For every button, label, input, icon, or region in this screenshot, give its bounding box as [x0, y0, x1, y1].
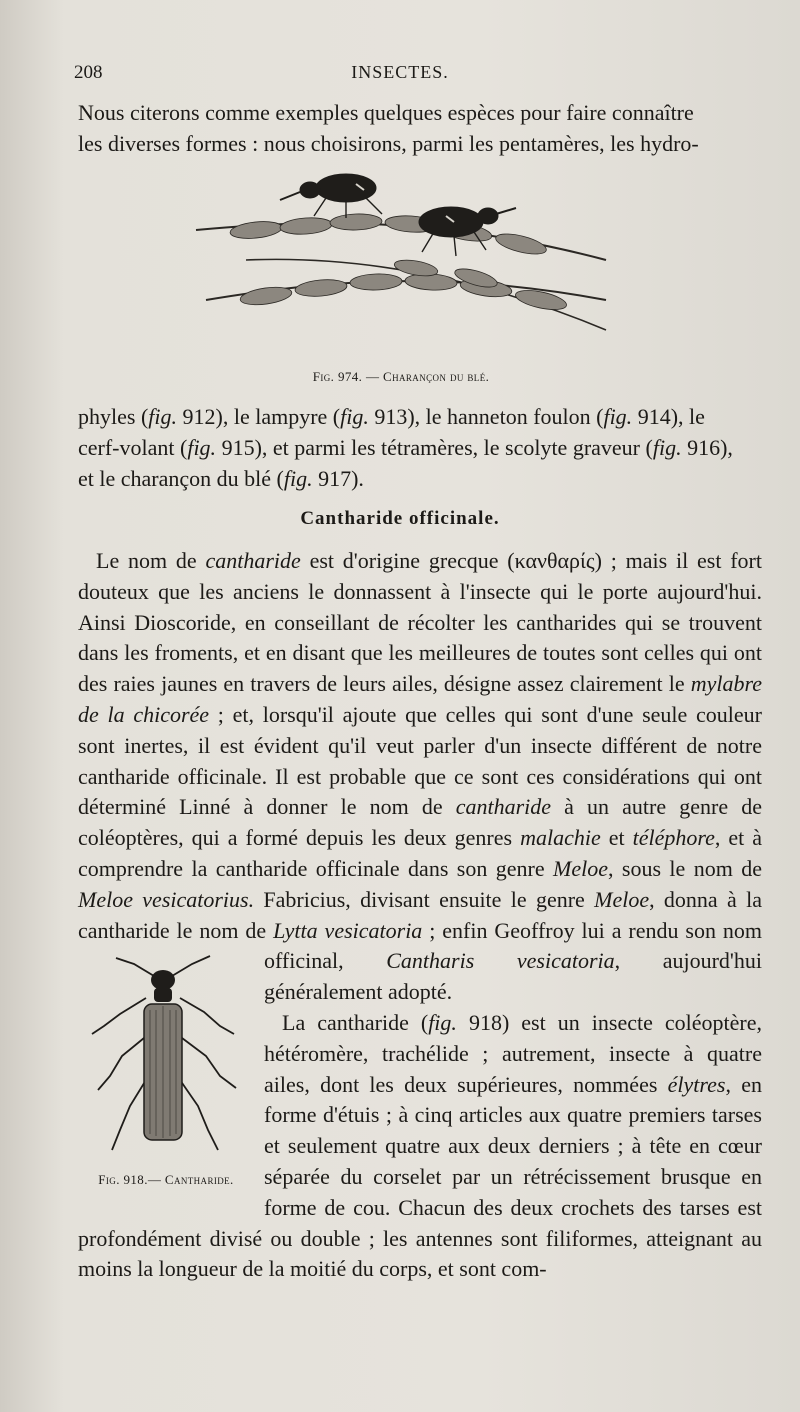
continuation-line-3: et le charançon du blé (fig. 917).: [78, 465, 364, 491]
continuation-paragraph: [78, 402, 762, 494]
continuation-line-2: cerf-volant (fig. 915), et parmi les tétramères, le scolyte graveur (fig. 916),: [78, 434, 733, 460]
figure-974-caption: Fig. 974. — Charançon du blé.: [312, 369, 490, 384]
running-title: INSECTES.: [351, 62, 449, 82]
intro-line-1: Nous citerons comme exemples quelques espèces pour faire connaître: [78, 100, 694, 125]
cantharide-illustration: [74, 950, 258, 1165]
paragraph-1: Le nom de cantharide est d'origine grecque (κανθαρίς) ; mais il est fort douteux que les anciens le donnassent à l'insecte qui le porte aujourd'hui. Ainsi Dioscoride, en conseillant de récolter les cantharides qui se trouvent dans les froments, et en disant que les meilleures de toutes sont celles qui ont des raies jaunes en travers de leurs ailes, désigne assez clairement le mylabre de la chicorée ; et, lorsqu'il ajoute que celles qui sont d'une seule couleur sont inertes, il est évident qu'il veut parler d'un insecte différent de notre cantharide officinale. Il est probable que ce sont ces considérations qui ont déterminé Linné à donner le nom de cantharide à un autre genre de coléoptères, qui a formé depuis les deux genres malachie et téléphore, et à comprendre la cantharide officinale dans son genre Meloe, sous le nom de Meloe vesicatorius. Fabricius, divisant ensuite le genre Meloe, donna à la cantharide le nom de Lytta vesicatoria ; enfin Geoffroy lui a rendu son nom officinal, Cantharis vesicatoria, aujourd'hui généralement adopté.: [78, 546, 762, 1008]
figure-918-caption: Fig. 918.— Cantharide.: [98, 1172, 234, 1187]
figure-918: [74, 950, 258, 1195]
paragraph-2: La cantharide (fig. 918) est un insecte coléoptère, hétéromère, trachélide ; autrement, insecte à quatre ailes, dont les deux supérieures, nommées élytres, en forme d'étuis ; à cinq articles aux quatre premiers tarses et seulement quatre aux deux derniers ; à tête en cœur séparée du corselet par un rétrécissement brusque en forme de cou. Chacun des deux crochets des tarses est profondément divisé ou double ; les antennes sont filiformes, atteignant au moins la longueur de la moitié du corps, et sont com-: [78, 1009, 763, 1282]
running-header: [0, 62, 800, 92]
weevil-2: [419, 207, 516, 256]
section-heading: Cantharide officinale.: [300, 508, 500, 529]
weevil-1: [280, 174, 382, 218]
intro-paragraph: [78, 98, 762, 160]
figure-974: [186, 160, 616, 388]
page-number: 208: [74, 62, 103, 83]
weevil-illustration: [186, 160, 616, 360]
intro-line-2: les diverses formes : nous choisirons, parmi les pentamères, les hydro-: [78, 130, 699, 156]
continuation-line-1: phyles (fig. 912), le lampyre (fig. 913), le hanneton foulon (fig. 914), le: [78, 404, 705, 429]
